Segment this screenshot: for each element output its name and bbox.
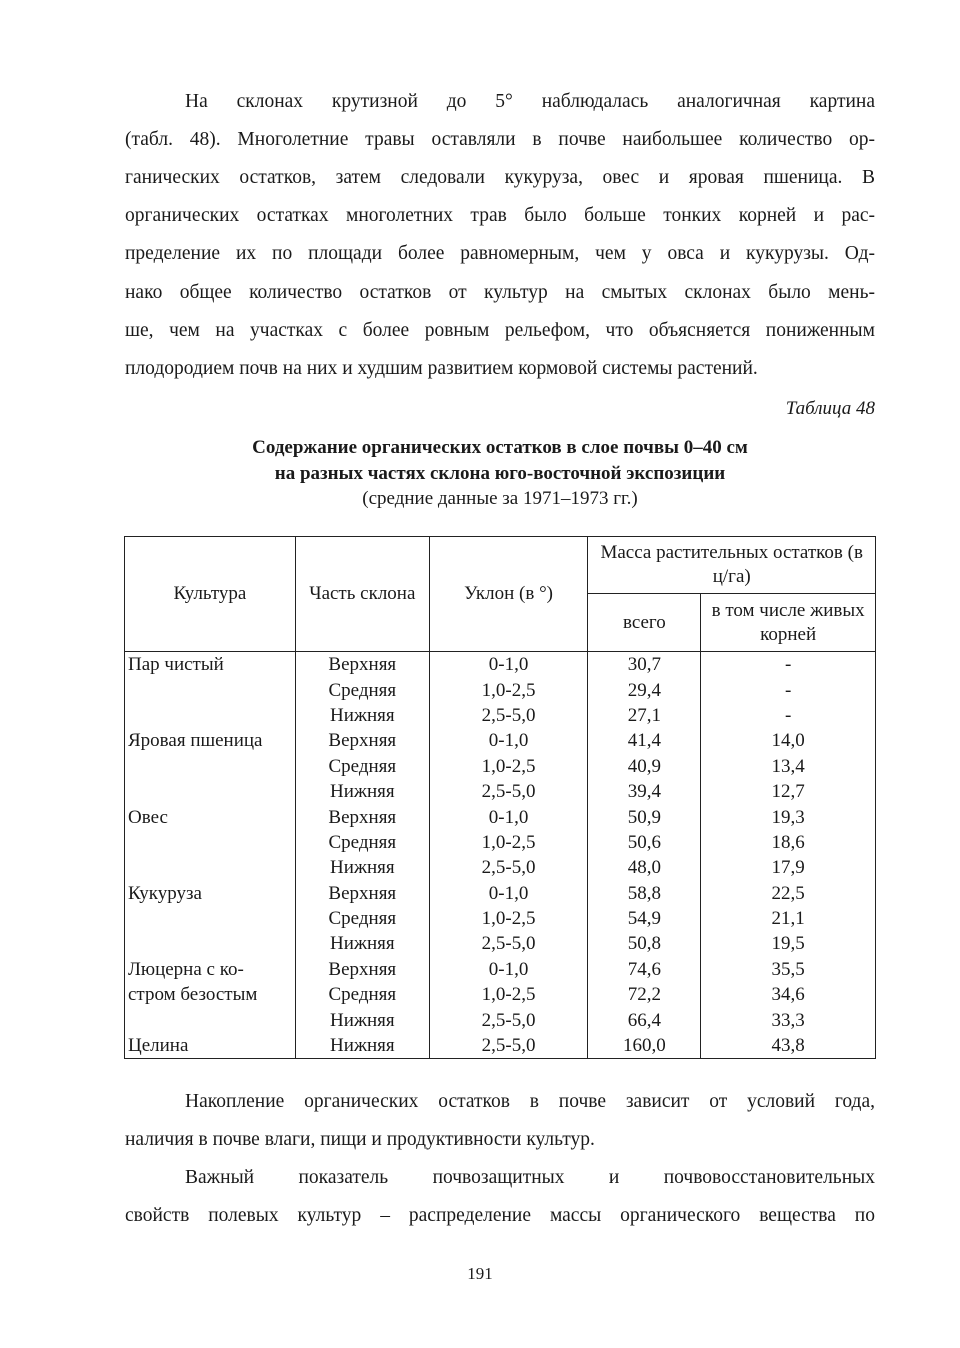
cell-slope: 2,5-5,0 — [429, 1033, 588, 1059]
table-row — [125, 703, 876, 728]
cell-part: Средняя — [295, 982, 429, 1007]
cell-crop — [125, 754, 296, 779]
cell-part: Нижняя — [295, 1007, 429, 1032]
cell-crop: Кукуруза — [125, 881, 296, 906]
cell-total: 30,7 — [588, 652, 701, 678]
cell-crop — [125, 906, 296, 931]
table-row — [125, 1007, 876, 1032]
cell-slope: 2,5-5,0 — [429, 931, 588, 956]
cell-part: Верхняя — [295, 881, 429, 906]
cell-part: Нижняя — [295, 931, 429, 956]
cell-total: 39,4 — [588, 779, 701, 804]
header-total: всего — [588, 594, 701, 652]
header-crop: Культура — [125, 537, 296, 652]
cell-crop — [125, 1007, 296, 1032]
table-row — [125, 1033, 876, 1059]
cell-part: Нижняя — [295, 703, 429, 728]
table-body — [125, 652, 876, 1059]
cell-crop: стром безостым — [125, 982, 296, 1007]
header-slope-angle: Уклон (в °) — [429, 537, 588, 652]
paragraph-line: (табл. 48). Многолетние травы оставляли в почве наибольшее количество ор- — [125, 129, 875, 150]
paragraph-line: нако общее количество остатков от культур на смытых склонах было мень- — [125, 282, 875, 303]
cell-slope: 0-1,0 — [429, 652, 588, 678]
cell-slope: 1,0-2,5 — [429, 830, 588, 855]
cell-part: Верхняя — [295, 728, 429, 753]
cell-roots: 17,9 — [701, 855, 876, 880]
cell-roots: 34,6 — [701, 982, 876, 1007]
cell-total: 40,9 — [588, 754, 701, 779]
cell-slope: 0-1,0 — [429, 804, 588, 829]
cell-total: 41,4 — [588, 728, 701, 753]
page-number: 191 — [467, 1264, 493, 1283]
cell-total: 54,9 — [588, 906, 701, 931]
cell-roots: 12,7 — [701, 779, 876, 804]
cell-part: Верхняя — [295, 957, 429, 982]
cell-total: 74,6 — [588, 957, 701, 982]
table-row — [125, 779, 876, 804]
cell-roots: - — [701, 677, 876, 702]
table-row — [125, 931, 876, 956]
cell-roots: 33,3 — [701, 1007, 876, 1032]
cell-part: Верхняя — [295, 652, 429, 678]
cell-part: Средняя — [295, 677, 429, 702]
cell-part: Нижняя — [295, 779, 429, 804]
cell-total: 58,8 — [588, 881, 701, 906]
cell-part: Средняя — [295, 906, 429, 931]
cell-total: 50,9 — [588, 804, 701, 829]
cell-slope: 2,5-5,0 — [429, 779, 588, 804]
table-row — [125, 982, 876, 1007]
cell-crop: Люцерна с ко- — [125, 957, 296, 982]
table-row — [125, 906, 876, 931]
header-slope-part: Часть склона — [295, 537, 429, 652]
paragraph-line: свойств полевых культур – распределение массы органического вещества по — [125, 1205, 875, 1226]
paragraph-line: Важный показатель почвозащитных и почвовосстановительных — [185, 1167, 875, 1188]
cell-part: Средняя — [295, 754, 429, 779]
caption-line: на разных частях склона юго-восточной экспозиции — [274, 463, 726, 484]
cell-total: 29,4 — [588, 677, 701, 702]
paragraph-line: плодородием почв на них и худшим развитием кормовой системы растений. — [125, 358, 758, 379]
cell-roots: 43,8 — [701, 1033, 876, 1059]
table-row — [125, 754, 876, 779]
cell-total: 50,6 — [588, 830, 701, 855]
cell-part: Нижняя — [295, 855, 429, 880]
cell-roots: 18,6 — [701, 830, 876, 855]
cell-roots: 19,3 — [701, 804, 876, 829]
cell-crop — [125, 855, 296, 880]
cell-part: Средняя — [295, 830, 429, 855]
cell-slope: 1,0-2,5 — [429, 754, 588, 779]
cell-crop: Яровая пшеница — [125, 728, 296, 753]
cell-slope: 2,5-5,0 — [429, 855, 588, 880]
cell-crop — [125, 703, 296, 728]
table-row — [125, 881, 876, 906]
cell-total: 27,1 — [588, 703, 701, 728]
paragraph-line: ше, чем на участках с более ровным рельефом, что объясняется пониженным — [125, 320, 875, 341]
cell-crop: Целина — [125, 1033, 296, 1059]
cell-slope: 0-1,0 — [429, 881, 588, 906]
caption-line: (средние данные за 1971–1973 гг.) — [362, 488, 638, 509]
cell-roots: 22,5 — [701, 881, 876, 906]
cell-total: 48,0 — [588, 855, 701, 880]
paragraph-line: наличия в почве влаги, пищи и продуктивности культур. — [125, 1129, 595, 1150]
paragraph-line: органических остатках многолетних трав было больше тонких корней и рас- — [125, 205, 875, 226]
cell-crop — [125, 677, 296, 702]
header-residue-mass: Масса растительных остатков (в ц/га) — [588, 537, 876, 594]
cell-total: 66,4 — [588, 1007, 701, 1032]
cell-crop — [125, 931, 296, 956]
caption-line: Содержание органических остатков в слое почвы 0–40 см — [252, 437, 748, 458]
paragraph-line: Накопление органических остатков в почве зависит от условий года, — [185, 1091, 875, 1112]
cell-roots: - — [701, 652, 876, 678]
cell-roots: 35,5 — [701, 957, 876, 982]
cell-roots: 14,0 — [701, 728, 876, 753]
cell-slope: 1,0-2,5 — [429, 982, 588, 1007]
cell-slope: 2,5-5,0 — [429, 1007, 588, 1032]
cell-crop: Овес — [125, 804, 296, 829]
cell-slope: 1,0-2,5 — [429, 677, 588, 702]
cell-total: 72,2 — [588, 982, 701, 1007]
header-live-roots: в том числе живых корней — [701, 594, 876, 652]
paragraph-line: На склонах крутизной до 5° наблюдалась аналогичная картина — [185, 91, 875, 112]
table-row — [125, 830, 876, 855]
data-table — [124, 536, 876, 1059]
table-row — [125, 677, 876, 702]
cell-part: Нижняя — [295, 1033, 429, 1059]
table-row — [125, 652, 876, 678]
table-row — [125, 804, 876, 829]
table-row — [125, 855, 876, 880]
table-number-label: Таблица 48 — [785, 398, 875, 419]
cell-roots: 19,5 — [701, 931, 876, 956]
cell-roots: 21,1 — [701, 906, 876, 931]
cell-crop: Пар чистый — [125, 652, 296, 678]
cell-crop — [125, 830, 296, 855]
cell-total: 160,0 — [588, 1033, 701, 1059]
cell-slope: 0-1,0 — [429, 957, 588, 982]
cell-part: Верхняя — [295, 804, 429, 829]
cell-roots: 13,4 — [701, 754, 876, 779]
cell-slope: 2,5-5,0 — [429, 703, 588, 728]
paragraph-line: пределение их по площади более равномерным, чем у овса и кукурузы. Од- — [125, 243, 875, 264]
cell-crop — [125, 779, 296, 804]
cell-slope: 0-1,0 — [429, 728, 588, 753]
paragraph-line: ганических остатков, затем следовали кукуруза, овес и яровая пшеница. В — [125, 167, 875, 188]
table-row — [125, 957, 876, 982]
cell-roots: - — [701, 703, 876, 728]
table-row — [125, 728, 876, 753]
cell-slope: 1,0-2,5 — [429, 906, 588, 931]
cell-total: 50,8 — [588, 931, 701, 956]
